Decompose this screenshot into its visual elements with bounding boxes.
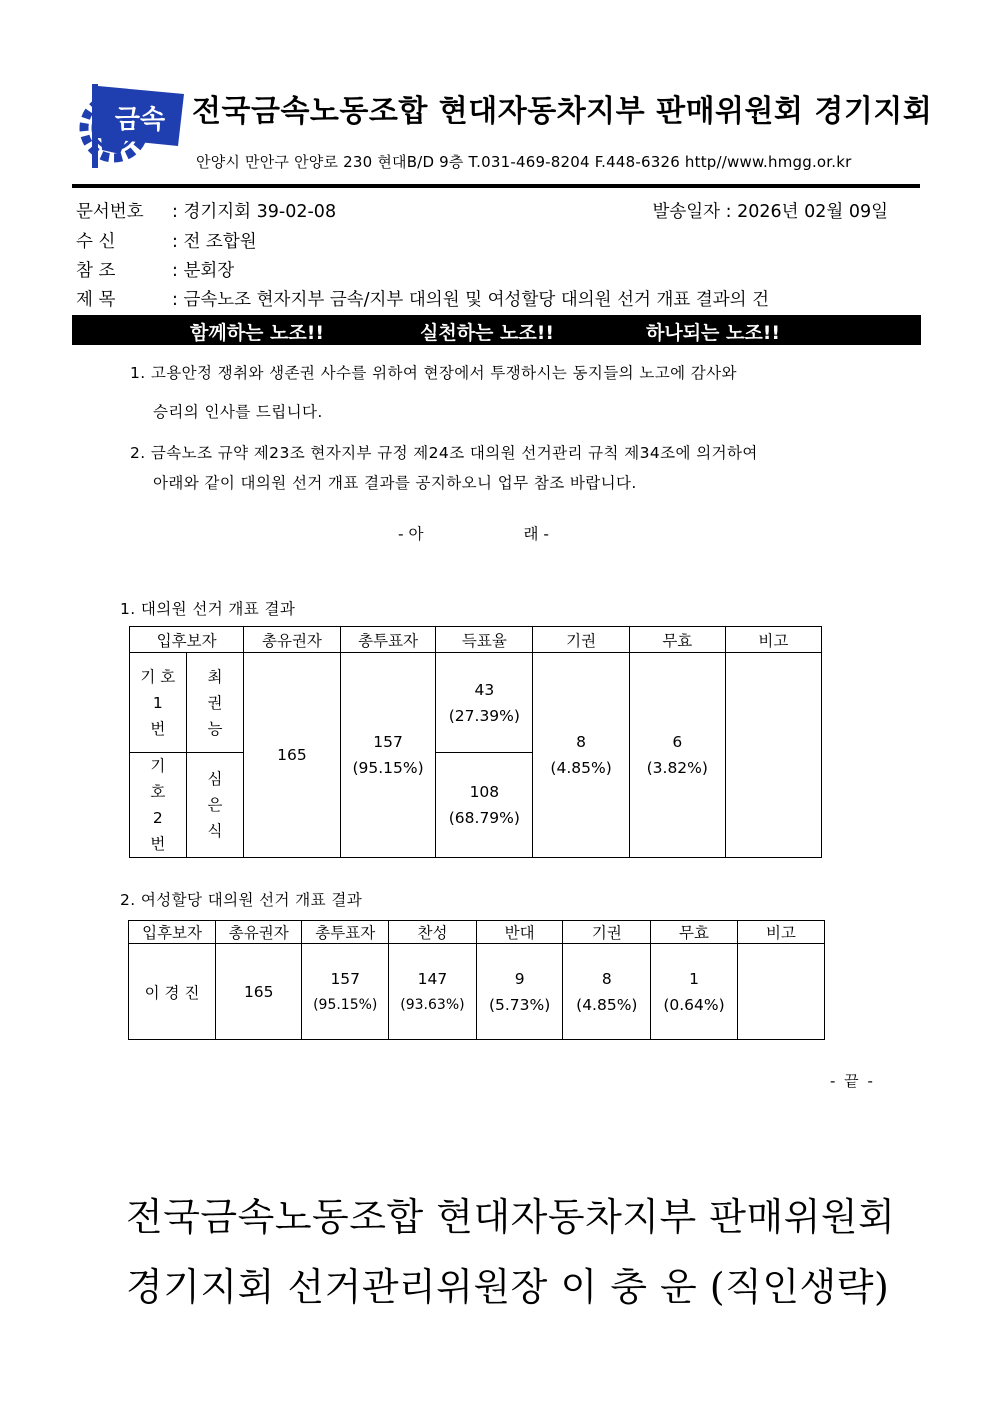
sent-date: 발송일자 : 2026년 02월 09일 — [652, 202, 888, 222]
total-voters: 165 — [244, 653, 340, 858]
table-header: 총유권자 — [216, 921, 302, 944]
union-logo — [78, 80, 190, 172]
table-header: 총투표자 — [340, 627, 436, 653]
signature-line-2: 경기지회 선거관리위원장 이 충 운 (직인생략) — [126, 1265, 890, 1309]
paragraph-1-line-2: 승리의 인사를 드립니다. — [153, 403, 323, 421]
remark — [725, 653, 821, 858]
table-header: 입후보자 — [130, 627, 244, 653]
table-header: 반대 — [476, 921, 563, 944]
no-votes: 9 (5.73%) — [476, 944, 563, 1040]
svg-text:금속: 금속 — [114, 105, 166, 135]
signature-line-1: 전국금속노동조합 현대자동차지부 판매위원회 — [126, 1195, 896, 1239]
candidate-2-number: 기 호 2 번 — [130, 753, 187, 858]
paragraph-2-line-2: 아래와 같이 대의원 선거 개표 결과를 공지하오니 업무 참조 바랍니다. — [153, 474, 637, 492]
table-header: 무효 — [629, 627, 725, 653]
table-header: 비고 — [737, 921, 824, 944]
table-2-caption: 2. 여성할당 대의원 선거 개표 결과 — [120, 891, 363, 909]
table-header: 입후보자 — [129, 921, 216, 944]
slogan-bar — [72, 315, 921, 345]
total-voters: 165 — [216, 944, 302, 1040]
reference-line: 참 조 : 분회장 — [76, 261, 235, 281]
invalid: 6 (3.82%) — [629, 653, 725, 858]
invalid: 1 (0.64%) — [651, 944, 738, 1040]
header-divider — [72, 184, 920, 188]
paragraph-1-line-1: 1. 고용안정 쟁취와 생존권 사수를 위하여 현장에서 투쟁하시는 동지들의 노고에 감사와 — [130, 364, 737, 382]
election-result-table — [129, 626, 822, 858]
table-header: 총투표자 — [302, 921, 389, 944]
end-mark: - 끝 - — [830, 1072, 875, 1090]
org-name: 전국금속노동조합 현대자동차지부 판매위원회 경기지회 — [192, 94, 933, 129]
below-heading: - 아 래 - — [398, 525, 549, 543]
candidate-1-votes: 43 (27.39%) — [436, 653, 533, 753]
table-header: 찬성 — [389, 921, 477, 944]
table-header: 기권 — [533, 627, 630, 653]
total-votes: 157 (95.15%) — [340, 653, 436, 858]
candidate-1-number: 기 호 1 번 — [130, 653, 187, 753]
slogan-1: 함께하는 노조!! — [190, 322, 325, 344]
table-header: 득표율 — [436, 627, 533, 653]
slogan-3: 하나되는 노조!! — [646, 322, 781, 344]
table-header: 무효 — [651, 921, 738, 944]
candidate-1-name: 최 권 능 — [186, 653, 244, 753]
table-header: 비고 — [725, 627, 821, 653]
candidate-2-name: 심 은 식 — [186, 753, 244, 858]
candidate-name: 이 경 진 — [129, 944, 216, 1040]
recipient-line: 수 신 : 전 조합원 — [76, 232, 257, 252]
remark — [737, 944, 824, 1040]
abstain: 8 (4.85%) — [533, 653, 630, 858]
slogan-2: 실천하는 노조!! — [420, 322, 555, 344]
subject-line: 제 목 : 금속노조 현자지부 금속/지부 대의원 및 여성할당 대의원 선거 개표 결과의 건 — [76, 290, 770, 310]
total-votes: 157 (95.15%) — [302, 944, 389, 1040]
org-contact: 안양시 만안구 안양로 230 현대B/D 9층 T.031-469-8204 F.448-6326 http//www.hmgg.or.kr — [196, 153, 852, 171]
paragraph-2-line-1: 2. 금속노조 규약 제23조 현자지부 규정 제24조 대의원 선거관리 규칙 제34조에 의거하여 — [130, 444, 758, 462]
doc-number-line: 문서번호 : 경기지회 39-02-08 — [76, 202, 337, 222]
candidate-2-votes: 108 (68.79%) — [436, 753, 533, 858]
table-header: 기권 — [563, 921, 651, 944]
women-quota-result-table — [128, 920, 825, 1040]
yes-votes: 147 (93.63%) — [389, 944, 477, 1040]
table-header: 총유권자 — [244, 627, 340, 653]
abstain: 8 (4.85%) — [563, 944, 651, 1040]
table-1-caption: 1. 대의원 선거 개표 결과 — [120, 600, 296, 618]
